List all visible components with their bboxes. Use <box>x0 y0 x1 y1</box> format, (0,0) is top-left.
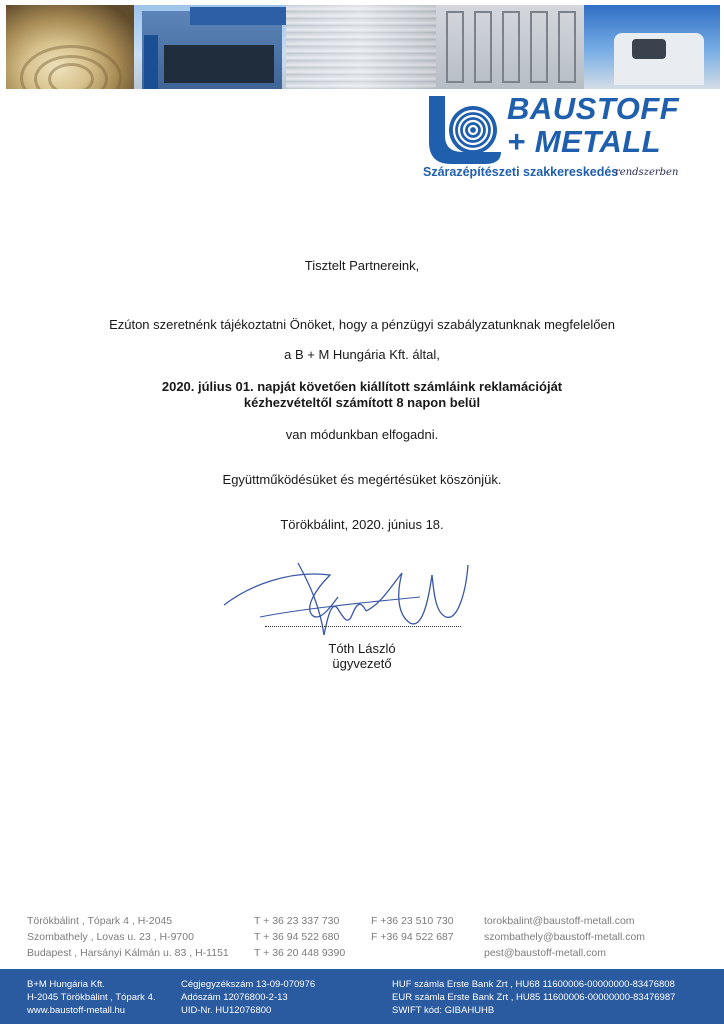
delivery-truck-photo <box>584 5 720 89</box>
company-logo <box>423 93 719 187</box>
tax-number: Adószám 12076800-2-13 <box>181 992 288 1003</box>
footer-company-bar <box>0 969 724 1024</box>
address-line: Törökbálint , Tópark 4 , H-2045 <box>27 915 173 927</box>
email-link[interactable]: pest@baustoff-metall.com <box>484 947 606 959</box>
phone-line: T + 36 23 337 730 <box>254 915 340 927</box>
metal-profiles-photo <box>286 5 436 89</box>
email-link[interactable]: torokbalint@baustoff-metall.com <box>484 915 635 927</box>
steel-rack-photo <box>436 5 584 89</box>
footer-addresses <box>27 913 229 961</box>
brand-tagline-script: rendszerben <box>615 167 679 178</box>
company-website-link[interactable]: www.baustoff-metall.hu <box>27 1005 126 1016</box>
footer-faxes <box>371 913 454 945</box>
logo-spiral-icon <box>423 94 503 164</box>
header-photo-banner <box>6 5 720 89</box>
company-address: H-2045 Törökbálint , Tópark 4. <box>27 992 156 1003</box>
phone-line: T + 36 94 522 680 <box>254 931 340 943</box>
warehouse-building-photo <box>134 5 286 89</box>
body-paragraph-3: van módunkban elfogadni. <box>285 427 439 442</box>
signer-name: Tóth László <box>328 641 396 656</box>
thanks-line: Együttműködésüket és megértésüket köszönjük. <box>222 472 502 487</box>
company-info <box>27 978 156 1017</box>
huf-account: HUF számla Erste Bank Zrt , HU68 11600006-00000000-83476808 <box>392 979 675 990</box>
salutation: Tisztelt Partnereink, <box>304 258 420 273</box>
uid-number: UID-Nr. HU12076800 <box>181 1005 272 1016</box>
registry-number: Cégjegyzékszám 13-09-070976 <box>181 979 316 990</box>
body-paragraph-2: a B + M Hungária Kft. által, <box>284 347 440 362</box>
email-link[interactable]: szombathely@baustoff-metall.com <box>484 931 646 943</box>
insulation-roll-photo <box>6 5 134 89</box>
brand-name-line1: BAUSTOFF <box>507 91 680 126</box>
swift-code: SWIFT kód: GIBAHUHB <box>392 1005 495 1016</box>
eur-account: EUR számla Erste Bank Zrt , HU85 11600006-00000000-83476987 <box>392 992 676 1003</box>
footer-phones <box>254 913 345 961</box>
address-line: Budapest , Harsányi Kálmán u. 83 , H-1151 <box>27 947 229 959</box>
footer-emails <box>484 913 645 961</box>
brand-name-line2: + METALL <box>507 124 662 159</box>
brand-tagline: Szárazépítészeti szakkereskedés <box>423 165 619 179</box>
company-name: B+M Hungária Kft. <box>27 979 105 990</box>
registry-info <box>181 978 315 1017</box>
handwritten-signature <box>220 545 480 645</box>
phone-line: T + 36 20 448 9390 <box>254 947 346 959</box>
signer-title: ügyvezető <box>332 656 392 671</box>
highlight-line-1: 2020. július 01. napját követően kiállított számláink reklamációját <box>161 379 563 394</box>
highlight-line-2: kézhezvételtől számított 8 napon belül <box>243 395 481 410</box>
fax-line: F +36 23 510 730 <box>371 915 454 927</box>
address-line: Szombathely , Lovas u. 23 , H-9700 <box>27 931 194 943</box>
bank-info <box>392 978 675 1017</box>
fax-line: F +36 94 522 687 <box>371 931 454 943</box>
body-paragraph-1: Ezúton szeretnénk tájékoztatni Önöket, hogy a pénzügyi szabályzatunknak megfelelően <box>109 317 615 332</box>
place-date: Törökbálint, 2020. június 18. <box>280 517 444 532</box>
signature-dotted-line <box>265 626 461 627</box>
